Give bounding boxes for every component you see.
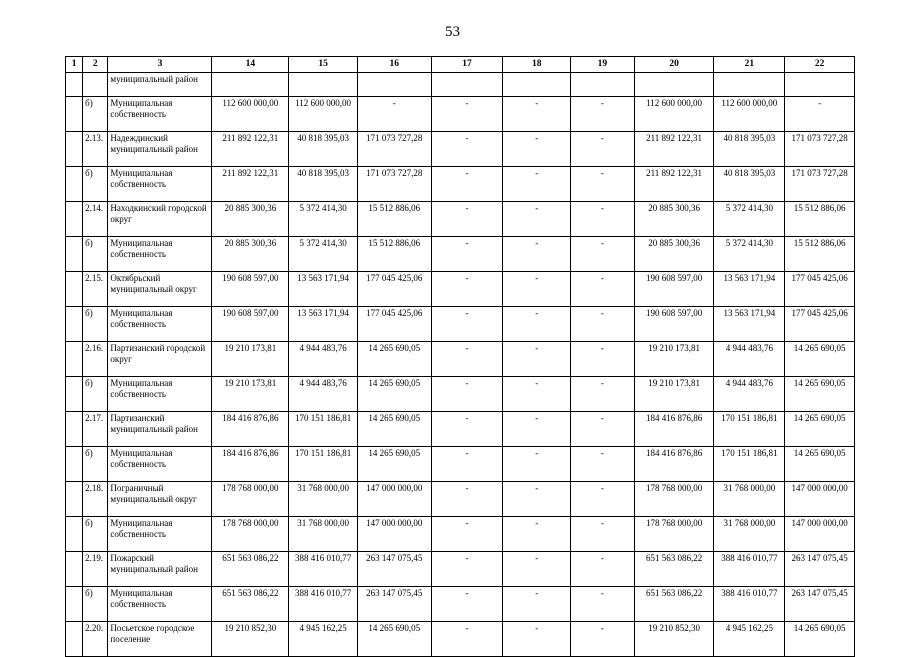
item-name-cell: Пограничный муниципальный округ [108, 482, 212, 517]
row-number-cell [66, 552, 83, 587]
value-cell-col-16: 171 073 727,28 [357, 132, 431, 167]
table-row [66, 622, 855, 657]
table-row [66, 272, 855, 307]
value-cell-col-18: - [503, 202, 571, 237]
table-row [66, 342, 855, 377]
value-cell-col-14: 112 600 000,00 [212, 97, 289, 132]
value-cell-col-14: 184 416 876,86 [212, 447, 289, 482]
value-cell-col-17: - [431, 202, 503, 237]
value-cell-col-20: 20 885 300,36 [634, 202, 714, 237]
value-cell-col-16: 14 265 690,05 [357, 622, 431, 657]
item-code-cell: 2.20. [83, 622, 108, 657]
page-number: 53 [445, 24, 460, 40]
value-cell-col-17: - [431, 167, 503, 202]
value-cell-col-19: - [571, 132, 635, 167]
value-cell-col-16: 14 265 690,05 [357, 342, 431, 377]
value-cell-col-18: - [503, 587, 571, 622]
value-cell-col-14: 190 608 597,00 [212, 272, 289, 307]
value-cell-col-18: - [503, 272, 571, 307]
value-cell-col-19: - [571, 307, 635, 342]
col-header-19: 19 [571, 57, 635, 73]
row-number-cell [66, 622, 83, 657]
row-number-cell [66, 132, 83, 167]
table-row [66, 552, 855, 587]
value-cell-col-16: 263 147 075,45 [357, 552, 431, 587]
value-cell-col-15: 4 944 483,76 [289, 342, 358, 377]
item-name-cell: Муниципальная собственность [108, 307, 212, 342]
value-cell-col-16: 177 045 425,06 [357, 272, 431, 307]
value-cell-col-15: 112 600 000,00 [289, 97, 358, 132]
value-cell-col-21: 4 945 162,25 [714, 622, 785, 657]
value-cell-col-19: - [571, 377, 635, 412]
value-cell-col-15: 13 563 171,94 [289, 272, 358, 307]
item-name-cell: Муниципальная собственность [108, 447, 212, 482]
table-row [66, 202, 855, 237]
table-row [66, 132, 855, 167]
value-cell-col-14: 178 768 000,00 [212, 482, 289, 517]
value-cell-col-16: 263 147 075,45 [357, 587, 431, 622]
item-name-cell: Муниципальная собственность [108, 517, 212, 552]
value-cell-col-21: 4 944 483,76 [714, 377, 785, 412]
value-cell-col-15: 40 818 395,03 [289, 132, 358, 167]
value-cell-col-20: 178 768 000,00 [634, 482, 714, 517]
value-cell-col-21: 5 372 414,30 [714, 202, 785, 237]
item-name-cell: Надеждинский муниципальный район [108, 132, 212, 167]
row-number-cell [66, 482, 83, 517]
table-row [66, 73, 855, 97]
value-cell-col-18: - [503, 97, 571, 132]
value-cell-col-14: 20 885 300,36 [212, 237, 289, 272]
item-code-cell: б) [83, 517, 108, 552]
table-row [66, 307, 855, 342]
value-cell-col-20: 211 892 122,31 [634, 132, 714, 167]
value-cell-col-15: 40 818 395,03 [289, 167, 358, 202]
value-cell-col-16: 15 512 886,06 [357, 237, 431, 272]
col-header-22: 22 [785, 57, 855, 73]
item-name-cell: Партизанский муниципальный район [108, 412, 212, 447]
value-cell-col-18: - [503, 552, 571, 587]
value-cell-col-21: 31 768 000,00 [714, 517, 785, 552]
value-cell-col-15: 5 372 414,30 [289, 202, 358, 237]
value-cell-col-15: 5 372 414,30 [289, 237, 358, 272]
value-cell-col-22: 171 073 727,28 [785, 132, 855, 167]
item-code-cell: б) [83, 587, 108, 622]
value-cell-col-18: - [503, 412, 571, 447]
value-cell-col-16: - [357, 97, 431, 132]
value-cell-col-22: 14 265 690,05 [785, 342, 855, 377]
item-name-cell: Муниципальная собственность [108, 167, 212, 202]
value-cell-col-17: - [431, 377, 503, 412]
row-number-cell [66, 237, 83, 272]
item-code-cell: б) [83, 447, 108, 482]
item-code-cell: 2.17. [83, 412, 108, 447]
value-cell-col-22: 14 265 690,05 [785, 622, 855, 657]
value-cell-col-17: - [431, 482, 503, 517]
item-code-cell: б) [83, 237, 108, 272]
value-cell-col-22: 177 045 425,06 [785, 307, 855, 342]
value-cell-col-22: 14 265 690,05 [785, 377, 855, 412]
value-cell-col-16: 14 265 690,05 [357, 412, 431, 447]
value-cell-col-21 [714, 73, 785, 97]
value-cell-col-19: - [571, 482, 635, 517]
value-cell-col-22: 147 000 000,00 [785, 482, 855, 517]
item-code-cell: 2.18. [83, 482, 108, 517]
value-cell-col-19: - [571, 97, 635, 132]
value-cell-col-19: - [571, 237, 635, 272]
value-cell-col-16 [357, 73, 431, 97]
item-name-cell: Октябрьский муниципальный округ [108, 272, 212, 307]
value-cell-col-17: - [431, 342, 503, 377]
item-code-cell: 2.15. [83, 272, 108, 307]
value-cell-col-14: 211 892 122,31 [212, 167, 289, 202]
value-cell-col-21: 40 818 395,03 [714, 132, 785, 167]
value-cell-col-14: 211 892 122,31 [212, 132, 289, 167]
col-header-15: 15 [289, 57, 358, 73]
value-cell-col-20: 651 563 086,22 [634, 587, 714, 622]
value-cell-col-19: - [571, 622, 635, 657]
item-code-cell: 2.14. [83, 202, 108, 237]
value-cell-col-21: 31 768 000,00 [714, 482, 785, 517]
col-header-21: 21 [714, 57, 785, 73]
value-cell-col-19: - [571, 517, 635, 552]
value-cell-col-20: 178 768 000,00 [634, 517, 714, 552]
value-cell-col-18: - [503, 447, 571, 482]
value-cell-col-20 [634, 73, 714, 97]
item-code-cell: б) [83, 97, 108, 132]
item-name-cell: муниципальный район [108, 73, 212, 97]
value-cell-col-21: 170 151 186,81 [714, 447, 785, 482]
item-code-cell: 2.16. [83, 342, 108, 377]
value-cell-col-19: - [571, 272, 635, 307]
value-cell-col-17: - [431, 237, 503, 272]
table-row [66, 377, 855, 412]
item-code-cell: б) [83, 167, 108, 202]
value-cell-col-14: 184 416 876,86 [212, 412, 289, 447]
value-cell-col-16: 14 265 690,05 [357, 447, 431, 482]
value-cell-col-18 [503, 73, 571, 97]
item-code-cell: б) [83, 307, 108, 342]
value-cell-col-22: 15 512 886,06 [785, 237, 855, 272]
value-cell-col-19: - [571, 202, 635, 237]
value-cell-col-22 [785, 73, 855, 97]
value-cell-col-17: - [431, 272, 503, 307]
table-row [66, 167, 855, 202]
row-number-cell [66, 517, 83, 552]
table-row [66, 517, 855, 552]
col-header-2: 2 [83, 57, 108, 73]
row-number-cell [66, 377, 83, 412]
value-cell-col-17: - [431, 587, 503, 622]
value-cell-col-16: 14 265 690,05 [357, 377, 431, 412]
value-cell-col-16: 171 073 727,28 [357, 167, 431, 202]
value-cell-col-17: - [431, 132, 503, 167]
value-cell-col-21: 13 563 171,94 [714, 272, 785, 307]
value-cell-col-17: - [431, 447, 503, 482]
value-cell-col-20: 19 210 173,81 [634, 342, 714, 377]
value-cell-col-14: 19 210 173,81 [212, 342, 289, 377]
value-cell-col-22: 177 045 425,06 [785, 272, 855, 307]
value-cell-col-19: - [571, 412, 635, 447]
value-cell-col-21: 112 600 000,00 [714, 97, 785, 132]
value-cell-col-19: - [571, 167, 635, 202]
value-cell-col-20: 190 608 597,00 [634, 272, 714, 307]
value-cell-col-22: 171 073 727,28 [785, 167, 855, 202]
value-cell-col-15: 388 416 010,77 [289, 552, 358, 587]
value-cell-col-19: - [571, 447, 635, 482]
value-cell-col-21: 4 944 483,76 [714, 342, 785, 377]
value-cell-col-17: - [431, 97, 503, 132]
item-code-cell [83, 73, 108, 97]
row-number-cell [66, 202, 83, 237]
budget-table [65, 56, 855, 657]
col-header-17: 17 [431, 57, 503, 73]
value-cell-col-15: 4 945 162,25 [289, 622, 358, 657]
item-name-cell: Партизанский городской округ [108, 342, 212, 377]
value-cell-col-17: - [431, 412, 503, 447]
value-cell-col-18: - [503, 167, 571, 202]
value-cell-col-15: 4 944 483,76 [289, 377, 358, 412]
value-cell-col-14: 190 608 597,00 [212, 307, 289, 342]
col-header-18: 18 [503, 57, 571, 73]
value-cell-col-16: 15 512 886,06 [357, 202, 431, 237]
value-cell-col-18: - [503, 237, 571, 272]
value-cell-col-16: 147 000 000,00 [357, 517, 431, 552]
value-cell-col-19 [571, 73, 635, 97]
value-cell-col-22: 15 512 886,06 [785, 202, 855, 237]
row-number-cell [66, 97, 83, 132]
col-header-1: 1 [66, 57, 83, 73]
header-row [66, 57, 855, 73]
value-cell-col-18: - [503, 132, 571, 167]
value-cell-col-22: 14 265 690,05 [785, 447, 855, 482]
value-cell-col-20: 651 563 086,22 [634, 552, 714, 587]
value-cell-col-21: 388 416 010,77 [714, 587, 785, 622]
value-cell-col-21: 40 818 395,03 [714, 167, 785, 202]
col-header-3: 3 [108, 57, 212, 73]
col-header-20: 20 [634, 57, 714, 73]
value-cell-col-15: 170 151 186,81 [289, 412, 358, 447]
row-number-cell [66, 307, 83, 342]
value-cell-col-16: 177 045 425,06 [357, 307, 431, 342]
value-cell-col-18: - [503, 307, 571, 342]
value-cell-col-14: 651 563 086,22 [212, 587, 289, 622]
value-cell-col-20: 211 892 122,31 [634, 167, 714, 202]
value-cell-col-20: 184 416 876,86 [634, 447, 714, 482]
value-cell-col-18: - [503, 622, 571, 657]
value-cell-col-14: 20 885 300,36 [212, 202, 289, 237]
value-cell-col-19: - [571, 342, 635, 377]
value-cell-col-20: 20 885 300,36 [634, 237, 714, 272]
value-cell-col-22: 263 147 075,45 [785, 587, 855, 622]
item-name-cell: Муниципальная собственность [108, 97, 212, 132]
value-cell-col-20: 19 210 852,30 [634, 622, 714, 657]
item-name-cell: Находкинский городской округ [108, 202, 212, 237]
item-name-cell: Пожарский муниципальный район [108, 552, 212, 587]
value-cell-col-14: 651 563 086,22 [212, 552, 289, 587]
value-cell-col-18: - [503, 342, 571, 377]
row-number-cell [66, 447, 83, 482]
value-cell-col-17 [431, 73, 503, 97]
table-row [66, 237, 855, 272]
table-row [66, 447, 855, 482]
value-cell-col-19: - [571, 552, 635, 587]
item-code-cell: б) [83, 377, 108, 412]
row-number-cell [66, 587, 83, 622]
col-header-16: 16 [357, 57, 431, 73]
value-cell-col-21: 170 151 186,81 [714, 412, 785, 447]
value-cell-col-14: 19 210 173,81 [212, 377, 289, 412]
value-cell-col-15: 388 416 010,77 [289, 587, 358, 622]
value-cell-col-20: 112 600 000,00 [634, 97, 714, 132]
item-code-cell: 2.13. [83, 132, 108, 167]
value-cell-col-17: - [431, 622, 503, 657]
table-row [66, 587, 855, 622]
value-cell-col-15: 13 563 171,94 [289, 307, 358, 342]
table-row [66, 97, 855, 132]
value-cell-col-21: 5 372 414,30 [714, 237, 785, 272]
value-cell-col-18: - [503, 482, 571, 517]
value-cell-col-16: 147 000 000,00 [357, 482, 431, 517]
value-cell-col-20: 184 416 876,86 [634, 412, 714, 447]
item-name-cell: Муниципальная собственность [108, 377, 212, 412]
value-cell-col-14: 19 210 852,30 [212, 622, 289, 657]
row-number-cell [66, 73, 83, 97]
value-cell-col-15: 31 768 000,00 [289, 517, 358, 552]
value-cell-col-18: - [503, 517, 571, 552]
item-name-cell: Посьетское городское поселение [108, 622, 212, 657]
value-cell-col-21: 13 563 171,94 [714, 307, 785, 342]
value-cell-col-18: - [503, 377, 571, 412]
item-code-cell: 2.19. [83, 552, 108, 587]
value-cell-col-17: - [431, 517, 503, 552]
value-cell-col-15 [289, 73, 358, 97]
col-header-14: 14 [212, 57, 289, 73]
value-cell-col-20: 190 608 597,00 [634, 307, 714, 342]
value-cell-col-17: - [431, 552, 503, 587]
value-cell-col-15: 170 151 186,81 [289, 447, 358, 482]
value-cell-col-22: 14 265 690,05 [785, 412, 855, 447]
row-number-cell [66, 167, 83, 202]
table-row [66, 482, 855, 517]
value-cell-col-22: - [785, 97, 855, 132]
row-number-cell [66, 412, 83, 447]
row-number-cell [66, 272, 83, 307]
item-name-cell: Муниципальная собственность [108, 237, 212, 272]
value-cell-col-22: 147 000 000,00 [785, 517, 855, 552]
value-cell-col-20: 19 210 173,81 [634, 377, 714, 412]
value-cell-col-15: 31 768 000,00 [289, 482, 358, 517]
value-cell-col-14: 178 768 000,00 [212, 517, 289, 552]
table-row [66, 412, 855, 447]
value-cell-col-19: - [571, 587, 635, 622]
value-cell-col-14 [212, 73, 289, 97]
value-cell-col-17: - [431, 307, 503, 342]
value-cell-col-21: 388 416 010,77 [714, 552, 785, 587]
item-name-cell: Муниципальная собственность [108, 587, 212, 622]
value-cell-col-22: 263 147 075,45 [785, 552, 855, 587]
row-number-cell [66, 342, 83, 377]
